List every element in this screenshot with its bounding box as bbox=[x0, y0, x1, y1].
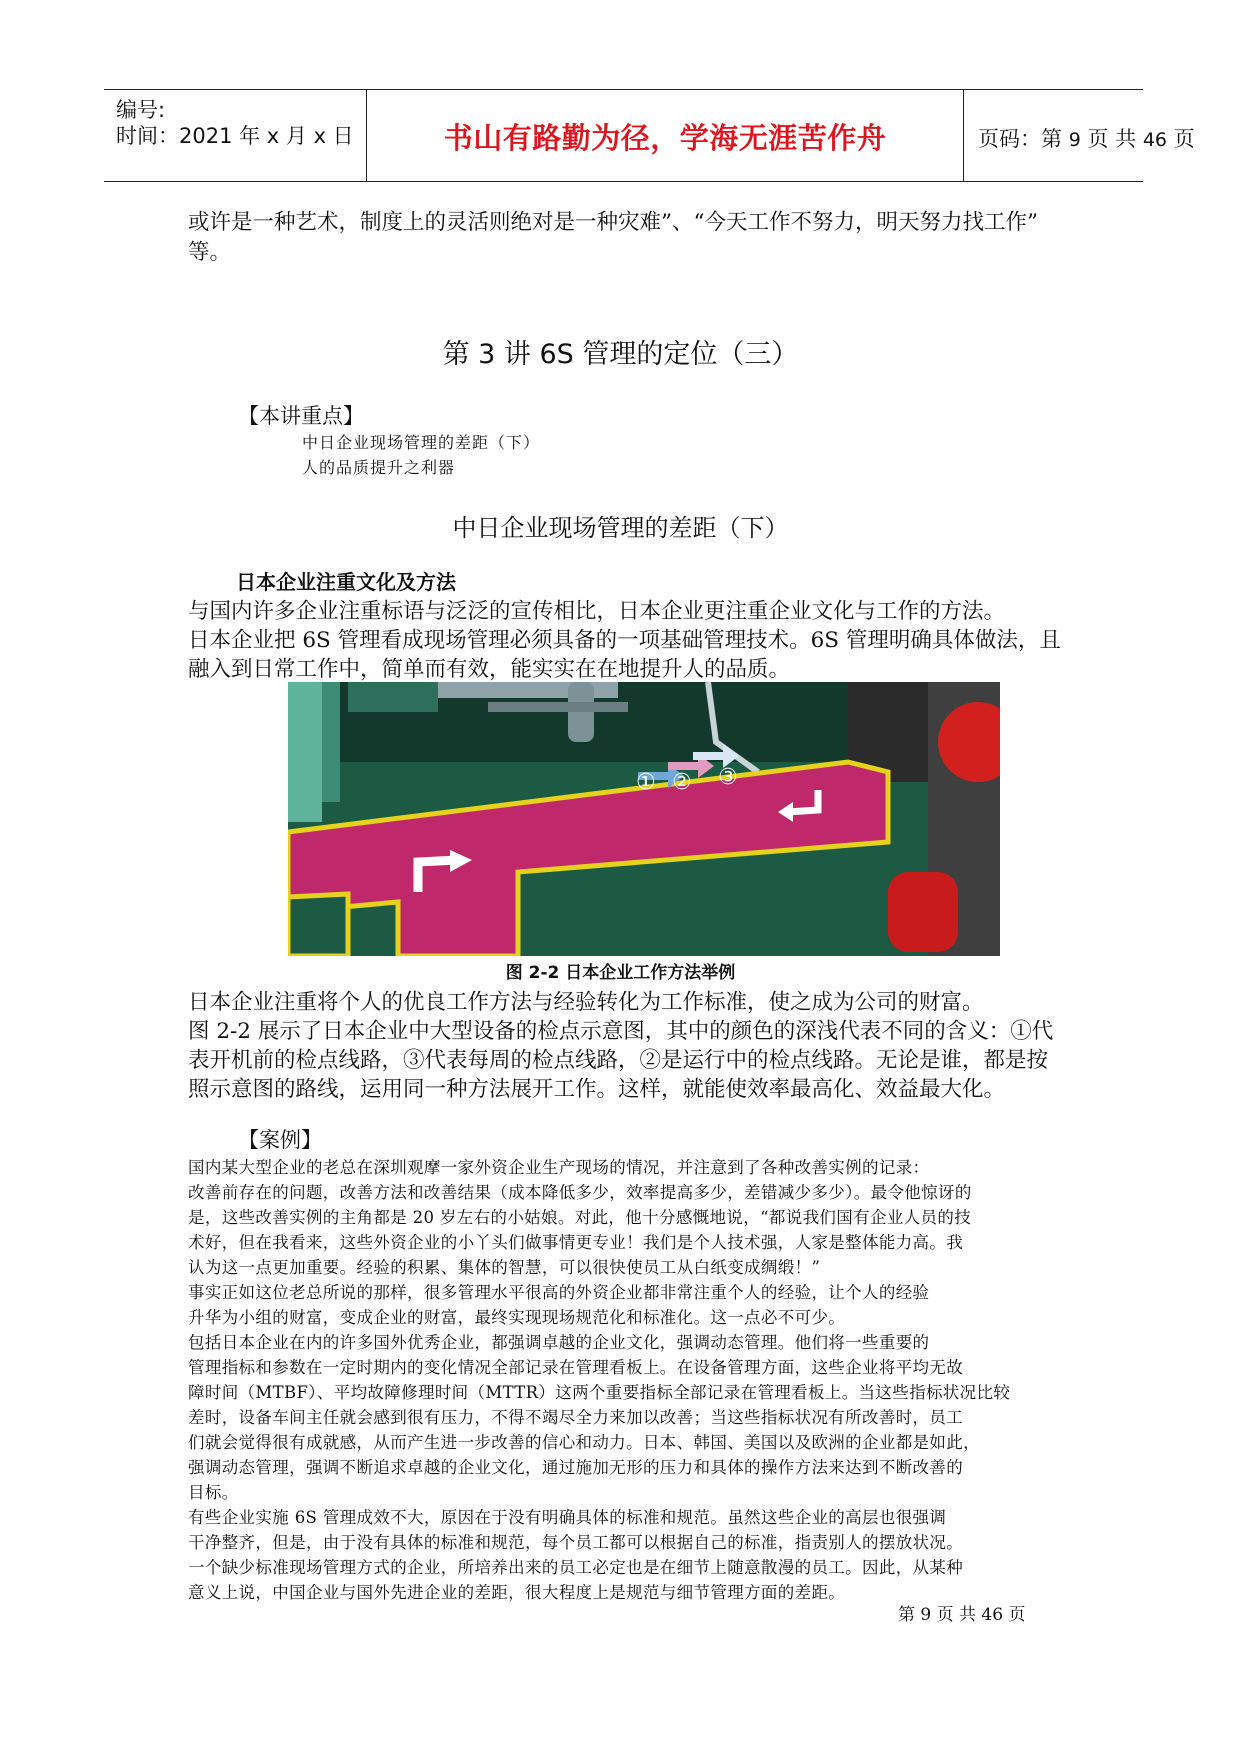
header-right-cell bbox=[964, 90, 1195, 181]
paragraph-line: 融入到日常工作中，简单而有效，能实实在在地提升人的品质。 bbox=[188, 657, 791, 682]
factory-floor-illustration bbox=[288, 682, 1000, 956]
marker-1: ① bbox=[636, 770, 656, 795]
paragraph-line: 表开机前的检点线路，③代表每周的检点线路，②是运行中的检点线路。无论是谁，都是按 bbox=[188, 1048, 1049, 1073]
document-time: 时间：2021 年 x 月 x 日 bbox=[116, 124, 354, 148]
case-line: 升华为小组的财富，变成企业的财富，最终实现现场规范化和标准化。这一点必不可少。 bbox=[188, 1308, 846, 1327]
page-mid: 页 共 bbox=[1087, 127, 1137, 151]
header-page-info bbox=[978, 123, 1195, 153]
document-number-label: 编号: bbox=[116, 98, 166, 122]
page-footer: 第 9 页 共 46 页 bbox=[898, 1605, 1026, 1625]
case-line: 差时，设备车间主任就会感到很有压力，不得不竭尽全力来加以改善；当这些指标状况有所改善时，员工 bbox=[188, 1408, 964, 1427]
marker-3: ③ bbox=[718, 765, 738, 790]
keypoint-item: 人的品质提升之利器 bbox=[302, 458, 456, 477]
keypoint-item: 中日企业现场管理的差距（下） bbox=[302, 433, 541, 452]
case-line: 有些企业实施 6S 管理成效不大，原因在于没有明确具体的标准和规范。虽然这些企业的高层也很强调 bbox=[188, 1508, 947, 1527]
page-header bbox=[104, 89, 1195, 182]
case-line: 一个缺少标准现场管理方式的企业，所培养出来的员工必定也是在细节上随意散漫的员工。因此，从某种 bbox=[188, 1558, 964, 1577]
marker-2: ② bbox=[672, 770, 692, 795]
header-motto: 书山有路勤为径，学海无涯苦作舟 bbox=[443, 121, 887, 155]
paragraph-line: 与国内许多企业注重标语与泛泛的宣传相比，日本企业更注重企业文化与工作的方法。 bbox=[188, 599, 1006, 624]
figure-caption: 图 2-2 日本企业工作方法举例 bbox=[505, 963, 736, 983]
case-label: 【案例】 bbox=[238, 1128, 322, 1152]
case-line: 强调动态管理，强调不断追求卓越的企业文化，通过施加无形的压力和具体的操作方法来达到不断改善的 bbox=[188, 1458, 964, 1477]
section-title: 中日企业现场管理的差距（下） bbox=[452, 514, 789, 542]
lecture-title: 第 3 讲 6S 管理的定位（三） bbox=[442, 339, 799, 370]
machine-panel bbox=[288, 682, 322, 822]
case-line: 们就会觉得很有成就感，从而产生进一步改善的信心和动力。日本、韩国、美国以及欧洲的企业都是如此， bbox=[188, 1433, 980, 1452]
page-current: 9 bbox=[1068, 129, 1081, 151]
header-left-cell bbox=[104, 90, 367, 181]
page-total: 46 bbox=[1142, 129, 1168, 151]
case-line: 干净整齐，但是，由于没有具体的标准和规范，每个员工都可以根据自己的标准，指责别人的摆放状况。 bbox=[188, 1533, 964, 1552]
case-line: 术好，但在我看来，这些外资企业的小丫头们做事情更专业！我们是个人技术强，人家是整体能力高。我 bbox=[188, 1233, 964, 1252]
paragraph-line: 照示意图的路线，运用同一种方法展开工作。这样，就能使效率最高化、效益最大化。 bbox=[188, 1077, 1006, 1102]
paragraph-line: 图 2-2 展示了日本企业中大型设备的检点示意图，其中的颜色的深浅代表不同的含义：①代 bbox=[188, 1019, 1054, 1044]
case-line: 事实正如这位老总所说的那样，很多管理水平很高的外资企业都非常注重个人的经验，让个人的经验 bbox=[188, 1283, 930, 1302]
case-line: 障时间（MTBF）、平均故障修理时间（MTTR）这两个重要指标全部记录在管理看板上。当这些指标状况比较 bbox=[188, 1383, 1011, 1402]
paragraph-line: 日本企业注重将个人的优良工作方法与经验转化为工作标准，使之成为公司的财富。 bbox=[188, 990, 984, 1015]
case-line: 目标。 bbox=[188, 1483, 239, 1502]
case-line: 管理指标和参数在一定时期内的变化情况全部记录在管理看板上。在设备管理方面，这些企业将平均无故 bbox=[188, 1358, 964, 1377]
intro-line: 等。 bbox=[188, 240, 232, 265]
case-line: 改善前存在的问题，改善方法和改善结果（成本降低多少，效率提高多少，差错减少多少）。最令他惊讶的 bbox=[188, 1183, 972, 1202]
keypoints-label: 【本讲重点】 bbox=[238, 404, 364, 428]
subheading: 日本企业注重文化及方法 bbox=[236, 570, 456, 594]
header-middle-cell bbox=[367, 90, 964, 181]
case-line: 认为这一点更加重要。经验的积累、集体的智慧，可以很快使员工从白纸变成绸缎！” bbox=[188, 1258, 821, 1277]
intro-line: 或许是一种艺术，制度上的灵活则绝对是一种灾难”、“今天工作不努力，明天努力找工作” bbox=[188, 210, 1038, 235]
figure-photo bbox=[288, 682, 1000, 956]
case-line: 是，这些改善实例的主角都是 20 岁左右的小姑娘。对此，他十分感慨地说，“都说我们国有企业人员的技 bbox=[188, 1208, 972, 1227]
case-line: 国内某大型企业的老总在深圳观摩一家外资企业生产现场的情况，并注意到了各种改善实例的记录： bbox=[188, 1158, 930, 1177]
fire-extinguisher bbox=[888, 872, 958, 952]
case-line: 包括日本企业在内的许多国外优秀企业，都强调卓越的企业文化，强调动态管理。他们将一些重要的 bbox=[188, 1333, 930, 1352]
page-suffix: 页 bbox=[1173, 127, 1195, 151]
case-line: 意义上说，中国企业与国外先进企业的差距，很大程度上是规范与细节管理方面的差距。 bbox=[188, 1583, 846, 1602]
paragraph-line: 日本企业把 6S 管理看成现场管理必须具备的一项基础管理技术。6S 管理明确具体做法，且 bbox=[188, 628, 1061, 653]
page-prefix: 页码：第 bbox=[978, 127, 1062, 151]
